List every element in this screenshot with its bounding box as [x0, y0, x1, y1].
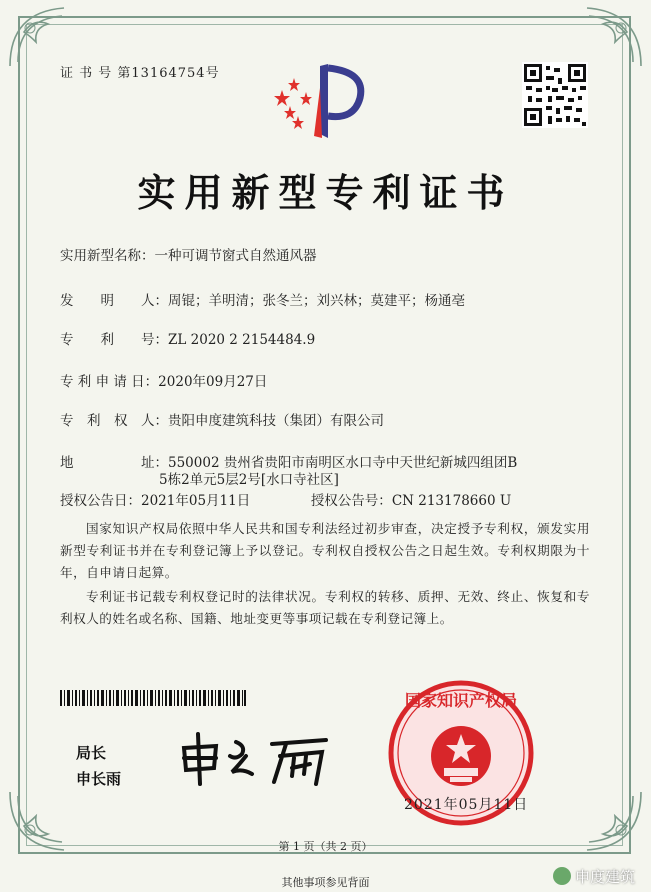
wechat-icon — [553, 867, 571, 885]
director-name: 申长雨 — [76, 770, 122, 788]
address-line-2: 5栋2单元5层2号[水口寺社区] — [159, 472, 339, 488]
barcode-icon — [60, 690, 246, 706]
seal-lettering: 国家知识产权局 — [404, 691, 518, 710]
certificate-title: 实用新型专利证书 — [137, 170, 514, 215]
statement-paragraph-1: 国家知识产权局依照中华人民共和国专利法经过初步审查，决定授予专利权，颁发实用新型专利证书并在专利登记簿上予以登记。专利权自授权公告之日起生效。专利权期限为十年，自申请日起算。 — [60, 521, 590, 580]
statement-paragraph-2: 专利证书记载专利权登记时的法律状况。专利权的转移、质押、无效、终止、恢复和专利权人的姓名或名称、国籍、地址变更等事项记载在专利登记簿上。 — [60, 589, 590, 626]
cnipa-logo-icon — [268, 58, 388, 142]
field-row-patentee: 专 利 权 人：贵阳申度建筑科技（集团）有限公司 — [60, 413, 384, 429]
field-row-name: 实用新型名称：一种可调节窗式自然通风器 — [60, 248, 317, 264]
footer-note: 其他事项参见背面 — [281, 876, 370, 889]
field-row-filing-date: 专 利 申 请 日：2020年09月27日 — [60, 374, 268, 390]
director-title: 局长 — [76, 744, 107, 762]
field-row-address: 地 址：550002 贵州省贵阳市南明区水口寺中天世纪新城四组团B — [60, 455, 518, 471]
director-signature-icon — [176, 728, 336, 788]
qr-code-icon — [522, 62, 588, 128]
watermark: 申度建筑 — [547, 864, 641, 888]
field-row-inventors: 发 明 人：周锟；羊明清；张冬兰；刘兴林；莫建平；杨通亳 — [60, 293, 465, 309]
seal-date: 2021年05月11日 — [404, 797, 529, 813]
certificate-number: 证 书 号 第13164754号 — [60, 66, 220, 81]
field-row-patent-number: 专 利 号：ZL 2020 2 2154484.9 — [60, 332, 316, 348]
page-indicator: 第 1 页（共 2 页） — [278, 840, 373, 853]
field-row-grant: 授权公告日：2021年05月11日 授权公告号：CN 213178660 U — [60, 493, 512, 509]
